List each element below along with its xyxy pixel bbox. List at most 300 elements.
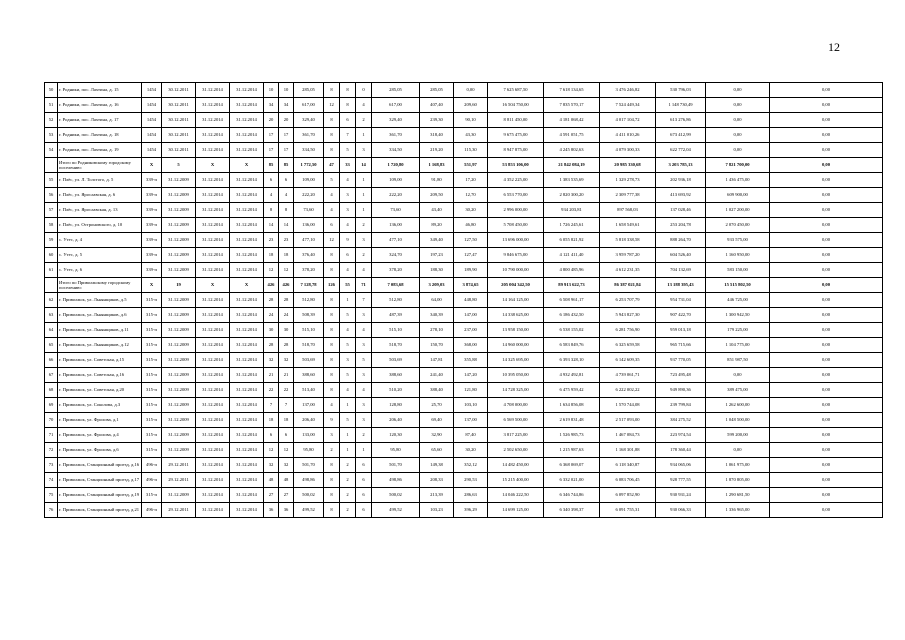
row-number-cell: 52 xyxy=(45,113,58,128)
table-cell: 5 xyxy=(356,353,372,368)
table-cell: 25,70 xyxy=(420,398,454,413)
address-cell: г. Приволжск, ул. Фролова, д.1 xyxy=(58,413,142,428)
table-cell: 954 731,04 xyxy=(656,293,706,308)
table-cell: 31.12.2014 xyxy=(230,398,264,413)
address-cell: с. Утес, д. 4 xyxy=(58,233,142,248)
table-cell: 3 817 225,00 xyxy=(488,428,544,443)
table-row xyxy=(45,203,883,218)
table-cell: 206,40 xyxy=(372,413,420,428)
table-cell: 0,00 xyxy=(770,308,883,323)
table-cell: 0,00 xyxy=(770,248,883,263)
table-cell: 510,20 xyxy=(372,383,420,398)
table-cell: 206,40 xyxy=(294,413,324,428)
table-cell: 518,70 xyxy=(294,338,324,353)
table-cell: 315-п xyxy=(142,293,162,308)
table-cell: 6 xyxy=(356,488,372,503)
table-cell: 4 932 492,81 xyxy=(544,368,600,383)
table-cell: 15 215 400,00 xyxy=(488,473,544,488)
table-cell: 121,80 xyxy=(454,383,488,398)
table-cell: 8 xyxy=(324,83,340,98)
address-cell: г. Плёс, ул. Остроновского, д. 10 xyxy=(58,218,142,233)
table-cell: 31.12.2014 xyxy=(196,473,230,488)
table-cell: 10 790 000,00 xyxy=(488,263,544,278)
table-cell: 22 xyxy=(264,383,279,398)
table-cell: 329,40 xyxy=(372,113,420,128)
table-cell: 937 770,05 xyxy=(656,353,706,368)
table-cell: 617,00 xyxy=(294,98,324,113)
table-cell: 0,00 xyxy=(770,113,883,128)
table-cell: 71 xyxy=(356,278,372,293)
table-cell: 48 xyxy=(279,473,294,488)
table-cell: 1454 xyxy=(142,143,162,158)
table-cell: 315-п xyxy=(142,488,162,503)
table-cell: 46,80 xyxy=(454,218,488,233)
table-cell: 9 xyxy=(324,413,340,428)
table-cell: 47 xyxy=(324,158,340,173)
table-cell: 6 118 340,87 xyxy=(600,458,656,473)
table-cell: 8 xyxy=(264,203,279,218)
table-cell: 2 070 450,00 xyxy=(706,218,770,233)
table-cell: 4 708 000,00 xyxy=(488,398,544,413)
table-cell: 4 xyxy=(340,263,356,278)
table-cell: 6 393 328,10 xyxy=(544,353,600,368)
table-cell: 8 xyxy=(324,128,340,143)
table-cell: 21 xyxy=(264,368,279,383)
table-cell: 1 xyxy=(340,443,356,458)
table-cell: 378,20 xyxy=(294,263,324,278)
table-cell: 4 xyxy=(340,383,356,398)
table-cell: 9 xyxy=(340,233,356,248)
table-cell: 31.12.2014 xyxy=(230,143,264,158)
table-cell: 209,60 xyxy=(454,98,488,113)
table-cell: 339-п xyxy=(142,263,162,278)
table-cell: 28 xyxy=(279,293,294,308)
table-cell: 0,00 xyxy=(706,443,770,458)
table-cell: 31.12.2009 xyxy=(162,443,196,458)
table-cell: 31.12.2014 xyxy=(196,368,230,383)
table-cell: 8 811 450,00 xyxy=(488,113,544,128)
table-cell: 103,10 xyxy=(454,398,488,413)
table-cell: 378,20 xyxy=(372,263,420,278)
table-cell: 31.12.2009 xyxy=(162,203,196,218)
table-row xyxy=(45,458,883,473)
address-cell: Итого по Приволжскому городскому поселению: xyxy=(58,278,142,293)
table-cell: 934 065,06 xyxy=(656,458,706,473)
table-cell: 6 222 002,22 xyxy=(600,383,656,398)
table-cell: 7 xyxy=(264,398,279,413)
table-cell: 4 xyxy=(356,263,372,278)
table-cell: 4 411 010,26 xyxy=(600,128,656,143)
table-cell: 2 996 000,00 xyxy=(488,203,544,218)
table-cell: 6 346 744,86 xyxy=(544,488,600,503)
table-row xyxy=(45,368,883,383)
table-cell: 136,00 xyxy=(372,218,420,233)
table-cell: 3 xyxy=(324,428,340,443)
table-cell: 530 796,03 xyxy=(656,83,706,98)
table-cell: 2 xyxy=(356,218,372,233)
address-cell: г. Приволжск, ул. Льнянщиков, д.12 xyxy=(58,338,142,353)
table-cell: 4 xyxy=(340,218,356,233)
table-cell: 1 300 942,50 xyxy=(706,308,770,323)
table-cell: 324,70 xyxy=(372,248,420,263)
table-cell: 0,00 xyxy=(770,338,883,353)
row-number-cell: 69 xyxy=(45,398,58,413)
table-cell: 1 436 475,00 xyxy=(706,173,770,188)
table-cell: 31.12.2009 xyxy=(162,353,196,368)
table-cell: 0,00 xyxy=(454,83,488,98)
table-cell: 583 150,00 xyxy=(706,263,770,278)
table-cell: 1 870 805,00 xyxy=(706,473,770,488)
table-cell: 14 338 625,00 xyxy=(488,308,544,323)
table-cell: 7 821 700,00 xyxy=(706,158,770,173)
table-cell: 487,39 xyxy=(372,308,420,323)
table-cell: 933 575,00 xyxy=(706,233,770,248)
table-cell: 1 720,80 xyxy=(372,158,420,173)
table-cell: 86 387 021,84 xyxy=(600,278,656,293)
table-cell: 4 xyxy=(324,188,340,203)
table-cell: 1 148 730,49 xyxy=(656,98,706,113)
table-cell: 31.12.2014 xyxy=(196,353,230,368)
table-cell: 907 422,70 xyxy=(656,308,706,323)
table-cell: 0,00 xyxy=(770,428,883,443)
table-cell: 503,69 xyxy=(372,353,420,368)
table-cell: 0,00 xyxy=(770,398,883,413)
table-cell: 388,60 xyxy=(372,368,420,383)
table-cell: 477,10 xyxy=(372,233,420,248)
table-cell: 2 820 300,20 xyxy=(544,188,600,203)
table-cell: 20 xyxy=(279,113,294,128)
table-cell: 329,40 xyxy=(294,113,324,128)
table-cell: 188,30 xyxy=(420,263,454,278)
table-cell: 14 325 695,00 xyxy=(488,353,544,368)
address-cell: г. Приволжск, ул. Советская, д.20 xyxy=(58,383,142,398)
table-cell: 31.12.2014 xyxy=(230,443,264,458)
table-cell: 315-п xyxy=(142,383,162,398)
table-cell: 31.12.2014 xyxy=(196,503,230,518)
table-cell: 8 xyxy=(324,113,340,128)
table-row xyxy=(45,383,883,398)
table-cell: 24 xyxy=(279,308,294,323)
table-cell: 31.12.2014 xyxy=(230,488,264,503)
table-cell: 407,40 xyxy=(420,98,454,113)
table-cell: 30.12.2011 xyxy=(162,83,196,98)
table-cell: 503,69 xyxy=(294,353,324,368)
table-cell: 14 046 222,50 xyxy=(488,488,544,503)
table-cell: 1 048 500,00 xyxy=(706,413,770,428)
address-cell: г. Родники, пос. Лахтина, д. 19 xyxy=(58,143,142,158)
table-cell: 315-п xyxy=(142,413,162,428)
table-cell: 934 203,81 xyxy=(544,203,600,218)
table-cell: 3 xyxy=(356,398,372,413)
table-cell: 7 835 570,17 xyxy=(544,98,600,113)
table-cell: 137,00 xyxy=(454,413,488,428)
row-number-cell: 54 xyxy=(45,143,58,158)
address-cell: г. Приволжск, ул. Фролова, д.6 xyxy=(58,443,142,458)
table-cell: 31.12.2014 xyxy=(196,293,230,308)
table-cell: 6 340 398,37 xyxy=(544,503,600,518)
table-cell: 496-п xyxy=(142,473,162,488)
table-cell: 12 xyxy=(264,263,279,278)
address-cell: г. Приволжск, Станционный проезд, д.21 xyxy=(58,503,142,518)
table-cell: 0,00 xyxy=(770,203,883,218)
table-cell: 197,23 xyxy=(420,248,454,263)
table-cell: 1 xyxy=(356,203,372,218)
table-cell: 31.12.2009 xyxy=(162,233,196,248)
table-cell: 6 583 849,76 xyxy=(544,338,600,353)
table-cell: 127,50 xyxy=(454,233,488,248)
table-cell: 334,50 xyxy=(372,143,420,158)
table-cell: 30.12.2011 xyxy=(162,98,196,113)
table-cell: 2 xyxy=(356,428,372,443)
table-cell: 8 xyxy=(324,308,340,323)
table-cell: 4 xyxy=(324,398,340,413)
table-cell: 14 699 125,00 xyxy=(488,503,544,518)
table-cell: 18 xyxy=(264,248,279,263)
table-cell: 20 xyxy=(264,113,279,128)
table-cell: 6 325 659,58 xyxy=(600,338,656,353)
table-cell: 1 160 950,00 xyxy=(706,248,770,263)
table-cell: 6 553 770,00 xyxy=(488,188,544,203)
address-cell: г. Плёс, ул. Ярославская, д. 6 xyxy=(58,188,142,203)
row-number-cell: 59 xyxy=(45,233,58,248)
table-cell: 0,00 xyxy=(770,218,883,233)
table-cell: 3 203 785,13 xyxy=(656,158,706,173)
table-cell: 6 368 069,07 xyxy=(544,458,600,473)
table-cell: 501,70 xyxy=(372,458,420,473)
table-cell: 285,05 xyxy=(294,83,324,98)
table-cell: 5 818 338,58 xyxy=(600,233,656,248)
table-cell: 315-п xyxy=(142,368,162,383)
table-cell: 0,00 xyxy=(706,98,770,113)
table-cell: 704 132,69 xyxy=(656,263,706,278)
address-cell: г. Плёс, ул. Л. Толстого, д. 5 xyxy=(58,173,142,188)
table-cell: 0,00 xyxy=(770,488,883,503)
table-cell: 0,00 xyxy=(770,98,883,113)
table-cell: 1 061 975,00 xyxy=(706,458,770,473)
table-cell: 12 xyxy=(279,443,294,458)
table-cell: 4 352 225,00 xyxy=(488,173,544,188)
table-cell: 5 xyxy=(340,143,356,158)
table-cell: 5 xyxy=(340,308,356,323)
table-cell: 31.12.2009 xyxy=(162,173,196,188)
table-cell: 8 xyxy=(324,368,340,383)
table-cell: 0,00 xyxy=(770,128,883,143)
table-cell: 31.12.2009 xyxy=(162,323,196,338)
table-cell: 14 xyxy=(264,218,279,233)
row-number-cell: 76 xyxy=(45,503,58,518)
table-cell: 2 xyxy=(340,503,356,518)
table-cell: 0,00 xyxy=(706,83,770,98)
table-cell: 12 xyxy=(324,233,340,248)
table-cell: 1 329 278,73 xyxy=(600,173,656,188)
table-cell: 222,20 xyxy=(372,188,420,203)
table-cell: 0,00 xyxy=(770,353,883,368)
table-cell: 4 xyxy=(264,188,279,203)
table-cell: 0,00 xyxy=(770,473,883,488)
table-row xyxy=(45,503,883,518)
table-row xyxy=(45,473,883,488)
table-cell: 31.12.2014 xyxy=(196,128,230,143)
table-cell: 3 476 246,82 xyxy=(600,83,656,98)
table-cell: 290,53 xyxy=(454,473,488,488)
table-cell: 4 xyxy=(340,173,356,188)
table-cell: 29.12.2011 xyxy=(162,458,196,473)
table-cell: 202 936,18 xyxy=(656,173,706,188)
table-cell: 5 943 827,30 xyxy=(600,308,656,323)
table-cell: 36 xyxy=(264,503,279,518)
table-cell: 31.12.2014 xyxy=(230,353,264,368)
table-cell: 286,63 xyxy=(454,488,488,503)
table-cell: 109,00 xyxy=(372,173,420,188)
table-cell: 18 xyxy=(264,413,279,428)
row-number-cell: 63 xyxy=(45,308,58,323)
table-cell: 0,00 xyxy=(770,158,883,173)
table-cell: 65,60 xyxy=(420,443,454,458)
table-row xyxy=(45,98,883,113)
table-cell: 965 715,66 xyxy=(656,338,706,353)
table-cell: 604 526,40 xyxy=(656,248,706,263)
table-cell: 13 696 000,00 xyxy=(488,233,544,248)
table-cell: 3 209,03 xyxy=(420,278,454,293)
address-cell: г. Приволжск, ул. Льнянщиков, д.5 xyxy=(58,293,142,308)
table-cell: 31.12.2014 xyxy=(230,293,264,308)
table-cell: 0,00 xyxy=(770,368,883,383)
table-cell: 1454 xyxy=(142,83,162,98)
table-cell: 285,05 xyxy=(420,83,454,98)
table-cell: 7 524 449,34 xyxy=(600,98,656,113)
table-cell: 8 xyxy=(324,338,340,353)
table-cell: 32 xyxy=(279,353,294,368)
table-cell: 315-п xyxy=(142,353,162,368)
table-cell: 3 959 787,20 xyxy=(600,248,656,263)
table-cell: 3 xyxy=(340,353,356,368)
table-cell: 959 013,18 xyxy=(656,323,706,338)
row-number-cell: 55 xyxy=(45,173,58,188)
table-cell: 8 xyxy=(324,503,340,518)
table-cell: 17 xyxy=(264,143,279,158)
table-cell: 31.12.2014 xyxy=(196,428,230,443)
table-cell: 127,47 xyxy=(454,248,488,263)
table-cell: 17 xyxy=(264,128,279,143)
table-cell: 352,12 xyxy=(454,458,488,473)
table-cell: 20 985 330,68 xyxy=(600,158,656,173)
table-cell: 4 591 051,75 xyxy=(544,128,600,143)
table-cell: 1454 xyxy=(142,98,162,113)
table-cell: 389 475,00 xyxy=(706,383,770,398)
table-cell: 1 xyxy=(340,398,356,413)
table-cell: 31.12.2014 xyxy=(230,473,264,488)
table-cell: 3 xyxy=(356,338,372,353)
table-cell: 239 799,84 xyxy=(656,398,706,413)
table-cell: 1 xyxy=(340,428,356,443)
table-cell: 6 055 821,92 xyxy=(544,233,600,248)
table-cell: 30 xyxy=(264,323,279,338)
table-cell: 17,20 xyxy=(454,173,488,188)
table-cell: 426 xyxy=(264,278,279,293)
table-cell: 0 xyxy=(356,83,372,98)
table-cell: 31.12.2014 xyxy=(230,368,264,383)
table-cell: 1 xyxy=(356,443,372,458)
table-cell: 85 xyxy=(264,158,279,173)
table-cell: 31.12.2014 xyxy=(196,233,230,248)
address-cell: г. Родники, пос. Лахтина, д. 18 xyxy=(58,128,142,143)
address-cell: г. Родники, пос. Лахтина, д. 16 xyxy=(58,98,142,113)
table-cell: 6 083 706,45 xyxy=(600,473,656,488)
table-cell: 14 960 000,00 xyxy=(488,338,544,353)
table-cell: 5 708 450,00 xyxy=(488,218,544,233)
table-cell: 31.12.2014 xyxy=(230,458,264,473)
row-number-cell: 65 xyxy=(45,338,58,353)
address-cell: г. Приволжск, ул. Льнянщиков, д.6 xyxy=(58,308,142,323)
table-cell: 7 xyxy=(279,398,294,413)
table-cell: 34 xyxy=(264,98,279,113)
table-cell: X xyxy=(142,158,162,173)
table-cell: 31.12.2014 xyxy=(196,338,230,353)
table-cell: 673 412,99 xyxy=(656,128,706,143)
table-cell: 496-п xyxy=(142,458,162,473)
table-cell: 43,30 xyxy=(454,128,488,143)
table-cell: 253 204,78 xyxy=(656,218,706,233)
address-cell: г. Приволжск, Станционный проезд, д.17 xyxy=(58,473,142,488)
table-cell: 515,10 xyxy=(294,323,324,338)
table-cell: 5 xyxy=(340,413,356,428)
table-cell: 1 xyxy=(356,128,372,143)
table-cell: 8 xyxy=(324,383,340,398)
table-cell: 6 xyxy=(340,248,356,263)
table-cell: 31.12.2009 xyxy=(162,338,196,353)
row-number-cell: 68 xyxy=(45,383,58,398)
summary-row xyxy=(45,158,883,173)
table-cell: 28 xyxy=(264,338,279,353)
table-cell: 1 658 549,61 xyxy=(600,218,656,233)
table-cell: 6 508 961,17 xyxy=(544,293,600,308)
row-number-cell: 67 xyxy=(45,368,58,383)
row-number-cell: 62 xyxy=(45,293,58,308)
table-cell: 10 xyxy=(264,83,279,98)
table-cell: 5 xyxy=(162,158,196,173)
table-cell: 361,70 xyxy=(294,128,324,143)
table-cell: 334,50 xyxy=(294,143,324,158)
table-cell: 12,70 xyxy=(454,188,488,203)
table-row xyxy=(45,128,883,143)
table-cell: 315-п xyxy=(142,338,162,353)
table-cell: 31.12.2014 xyxy=(230,173,264,188)
row-number-cell: 50 xyxy=(45,83,58,98)
table-cell: 95,80 xyxy=(294,443,324,458)
row-number-cell: 53 xyxy=(45,128,58,143)
table-cell: 31.12.2014 xyxy=(230,98,264,113)
table-cell: 1 168,83 xyxy=(420,158,454,173)
table-row xyxy=(45,173,883,188)
row-number-cell: 61 xyxy=(45,263,58,278)
table-cell: 55 xyxy=(340,278,356,293)
table-cell: 31.12.2014 xyxy=(196,413,230,428)
table-cell: 355,88 xyxy=(454,353,488,368)
table-cell: 14 482 450,00 xyxy=(488,458,544,473)
table-cell: 31.12.2014 xyxy=(230,233,264,248)
table-cell: 0,00 xyxy=(706,128,770,143)
table-cell: 31.12.2014 xyxy=(230,128,264,143)
table-cell: 340,39 xyxy=(420,308,454,323)
table-row xyxy=(45,218,883,233)
table-cell: 897 568,03 xyxy=(600,203,656,218)
table-cell: 2 309 777,38 xyxy=(600,188,656,203)
table-cell: 28 xyxy=(264,293,279,308)
table-cell: 27 xyxy=(264,488,279,503)
table-cell: 19 xyxy=(162,278,196,293)
table-cell: 133,00 xyxy=(294,428,324,443)
table-cell: 17 xyxy=(279,128,294,143)
